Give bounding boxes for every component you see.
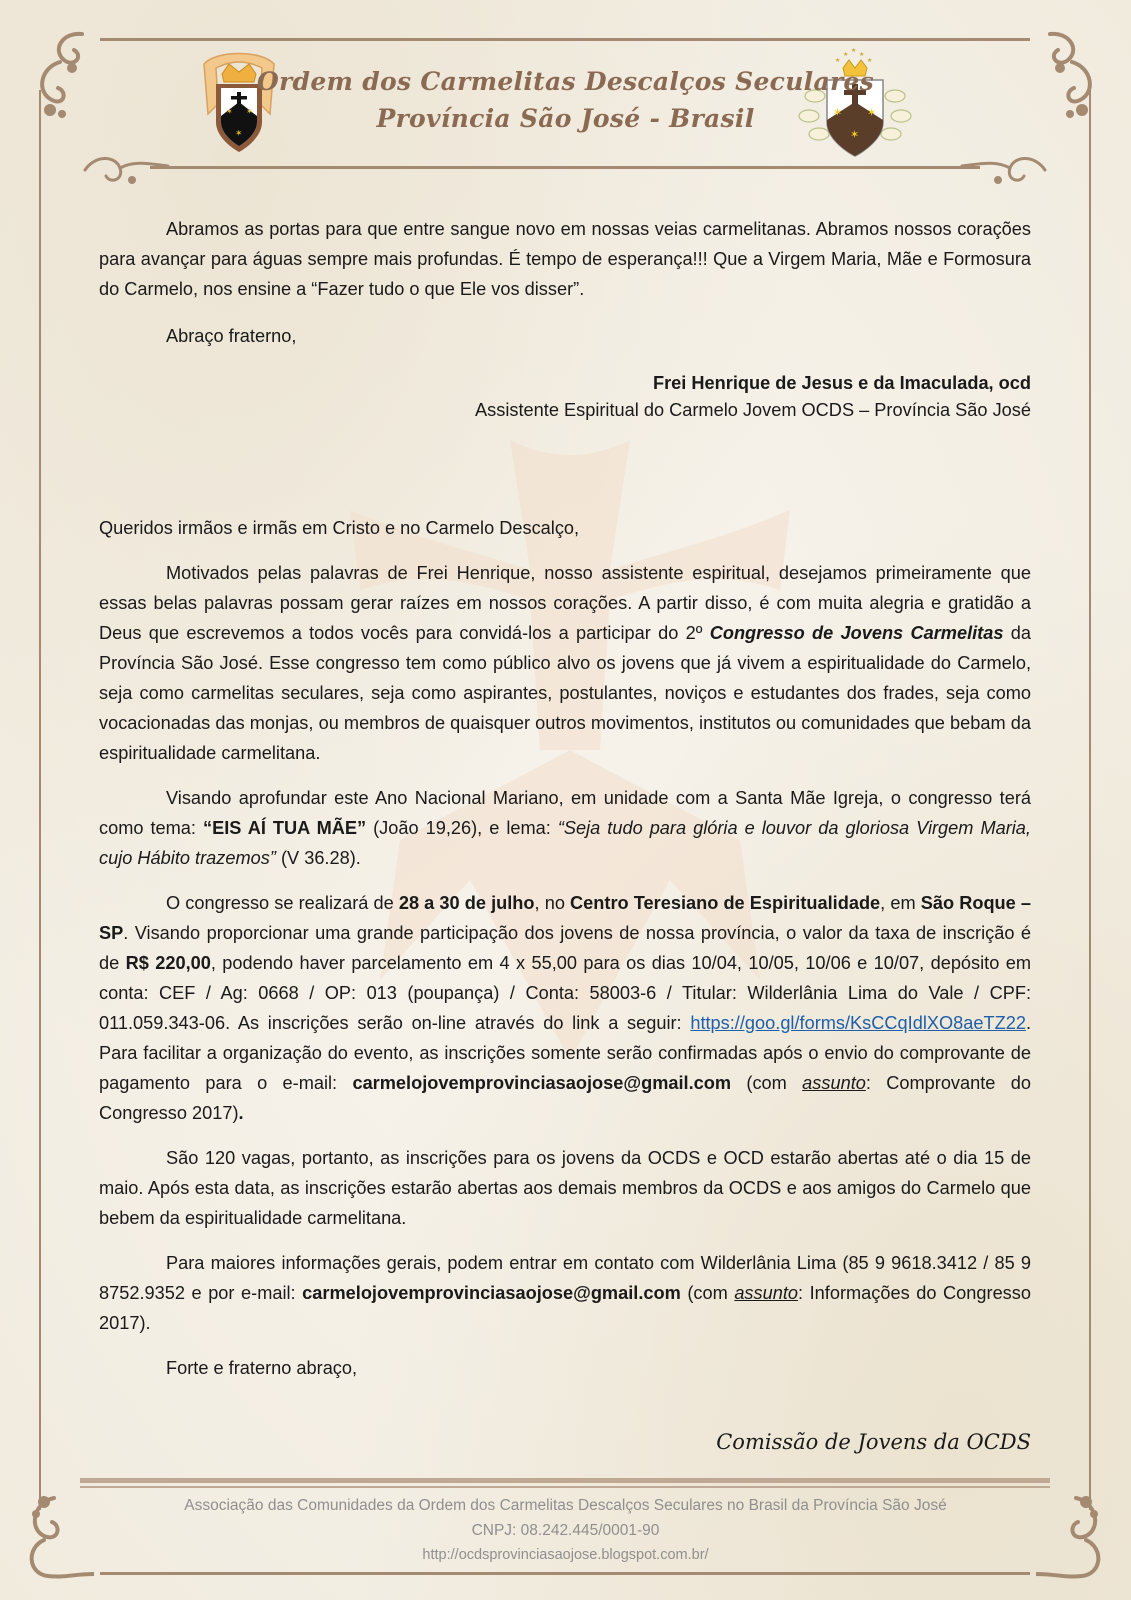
letter2-paragraph-2	[99, 783, 1031, 873]
frame-right-border	[1089, 90, 1091, 1510]
congress-theme: “EIS AÍ TUA MÃE”	[202, 818, 367, 838]
letter2-paragraph-1	[99, 558, 1031, 768]
footer-association: Associação das Comunidades da Ordem dos Carmelitas Descalços Seculares no Brasil da Província São José	[184, 1497, 947, 1514]
registration-price: R$ 220,00	[125, 953, 211, 973]
text-segment: Motivados pelas palavras de Frei Henrique, nosso assistente espiritual, desejamos primeiramente que essas belas palavras possam gerar raízes em nossos corações. A partir disso, é com muita alegria e gratidão a Deus que escrevemos a todos vocês para convidá-los a participar do 2º	[99, 563, 1031, 643]
letter1-paragraph: Abramos as portas para que entre sangue novo em nossas veias carmelitanas. Abramos nossos corações para avançar para águas sempre mais profundas. É tempo de esperança!!! Que a Virgem Maria, Mãe e Formosura do Carmelo, nos ensine a “Fazer tudo o que Ele vos disser”.	[99, 219, 1031, 299]
frame-bottom-border	[100, 1572, 1030, 1575]
footer-divider-thin	[80, 1486, 1050, 1488]
text-segment: O congresso se realizará de	[166, 893, 399, 913]
footer-cnpj: CNPJ: 08.242.445/0001-90	[471, 1522, 660, 1539]
letter2-signature: Comissão de Jovens da OCDS	[716, 1430, 1031, 1454]
footer-divider-thick	[80, 1478, 1050, 1483]
svg-text:✶: ✶	[850, 128, 860, 141]
congress-motto: “Seja tudo para glória e louvor da gloriosa Virgem Maria, cujo Hábito trazemos”	[99, 818, 1031, 868]
text-segment: .	[238, 1103, 244, 1123]
svg-text:✶: ✶	[867, 106, 877, 119]
registration-form-link[interactable]: https://goo.gl/forms/KsCCqIdlXO8aeTZ22	[690, 1013, 1026, 1033]
event-name: Congresso de Jovens Carmelitas	[709, 623, 1004, 643]
text-segment: : Comprovante do Congresso 2017)	[99, 1073, 1031, 1123]
flourish-ornament-header-left	[80, 150, 170, 190]
subject-label: assunto	[802, 1073, 866, 1093]
text-segment: Visando aprofundar este Ano Nacional Mariano, em unidade com a Santa Mãe Igreja, o congresso terá como tema:	[99, 788, 1031, 838]
congress-venue: Centro Teresiano de Espiritualidade	[570, 893, 881, 913]
text-segment: : Informações do Congresso 2017).	[99, 1283, 1031, 1333]
province-name: Província São José - Brasil	[376, 104, 755, 133]
text-segment: , podendo haver parcelamento em 4 x 55,00 para os dias 10/04, 10/05, 10/06 e 10/07, depósito em conta: CEF / Ag: 0668 / OP: 013 (poupança) / Conta: 58003-6 / Titular: Wilderlânia Lima do Vale / CPF: 011.059.343-06. As inscrições serão on-line através do link a seguir:	[99, 953, 1031, 1033]
text-segment: Para maiores informações gerais, podem entrar em contato com Wilderlânia Lima (85 9 9618.3412 / 85 9 8752.9352 e por e-mail:	[99, 1253, 1031, 1303]
contact-email-info: carmelojovemprovinciasaojose@gmail.com	[302, 1283, 681, 1303]
svg-text:★: ★	[835, 57, 841, 64]
letter2-paragraph-3	[99, 888, 1031, 1128]
order-name: Ordem dos Carmelitas Descalços Seculares	[256, 67, 875, 96]
text-segment: , em	[880, 893, 921, 913]
svg-text:✶: ✶	[833, 106, 843, 119]
svg-text:★: ★	[851, 47, 857, 54]
letter-body	[99, 214, 1031, 1383]
frame-left-border	[39, 90, 41, 1510]
letter2-closing: Forte e fraterno abraço,	[166, 1358, 358, 1378]
svg-text:★: ★	[867, 57, 873, 64]
svg-text:✶: ✶	[246, 107, 253, 116]
text-segment: (V 36.28).	[275, 848, 361, 868]
svg-text:✶: ✶	[226, 107, 233, 116]
letter2-greeting: Queridos irmãos e irmãs em Cristo e no Carmelo Descalço,	[99, 518, 580, 538]
svg-text:★: ★	[843, 51, 849, 58]
flourish-ornament-header-right	[960, 150, 1050, 190]
contact-email-payment: carmelojovemprovinciasaojose@gmail.com	[352, 1073, 732, 1093]
letter1-signer-role: Assistente Espiritual do Carmelo Jovem OCDS – Província São José	[475, 400, 1031, 420]
text-segment: , no	[534, 893, 571, 913]
letter1-closing: Abraço fraterno,	[166, 326, 297, 346]
congress-dates: 28 a 30 de julho	[398, 893, 535, 913]
frame-top-border	[100, 38, 1030, 41]
text-segment: (com	[680, 1283, 735, 1303]
header-title	[0, 64, 1131, 138]
letter2-paragraph-4: São 120 vagas, portanto, as inscrições para os jovens da OCDS e OCD estarão abertas até o dia 15 de maio. Após esta data, as inscrições estarão abertas aos demais membros da OCDS e aos amigos do Carmelo que bebem da espiritualidade carmelitana.	[99, 1148, 1031, 1228]
text-segment: . Para facilitar a organização do evento, as inscrições somente serão confirmadas após o envio do comprovante de pagamento para o e-mail:	[99, 1013, 1031, 1093]
letter2-paragraph-5	[99, 1248, 1031, 1338]
subject-label: assunto	[734, 1283, 799, 1303]
congress-city: São Roque – SP	[99, 893, 1032, 943]
text-segment: da Província São José. Esse congresso tem como público alvo os jovens que já vivem a espiritualidade do Carmelo, seja como carmelitas seculares, seja como aspirantes, postulantes, noviços e estudantes dos frades, seja como vocacionadas das monjas, ou membros de quaisquer outros movimentos, institutos ou comunidades que bebam da espiritualidade carmelitana.	[99, 623, 1031, 763]
svg-text:✶: ✶	[235, 129, 243, 139]
footer	[0, 1493, 1131, 1568]
letter1-signer-name: Frei Henrique de Jesus e da Imaculada, ocd	[652, 373, 1031, 393]
footer-website-link[interactable]: http://ocdsprovinciasaojose.blogspot.com.br/	[422, 1547, 709, 1563]
text-segment: (com	[731, 1073, 803, 1093]
svg-text:★: ★	[859, 51, 865, 58]
text-segment: (João 19,26), e lema:	[366, 818, 558, 838]
text-segment: . Visando proporcionar uma grande participação dos jovens de nossa província, o valor da taxa de inscrição é de	[99, 923, 1031, 973]
